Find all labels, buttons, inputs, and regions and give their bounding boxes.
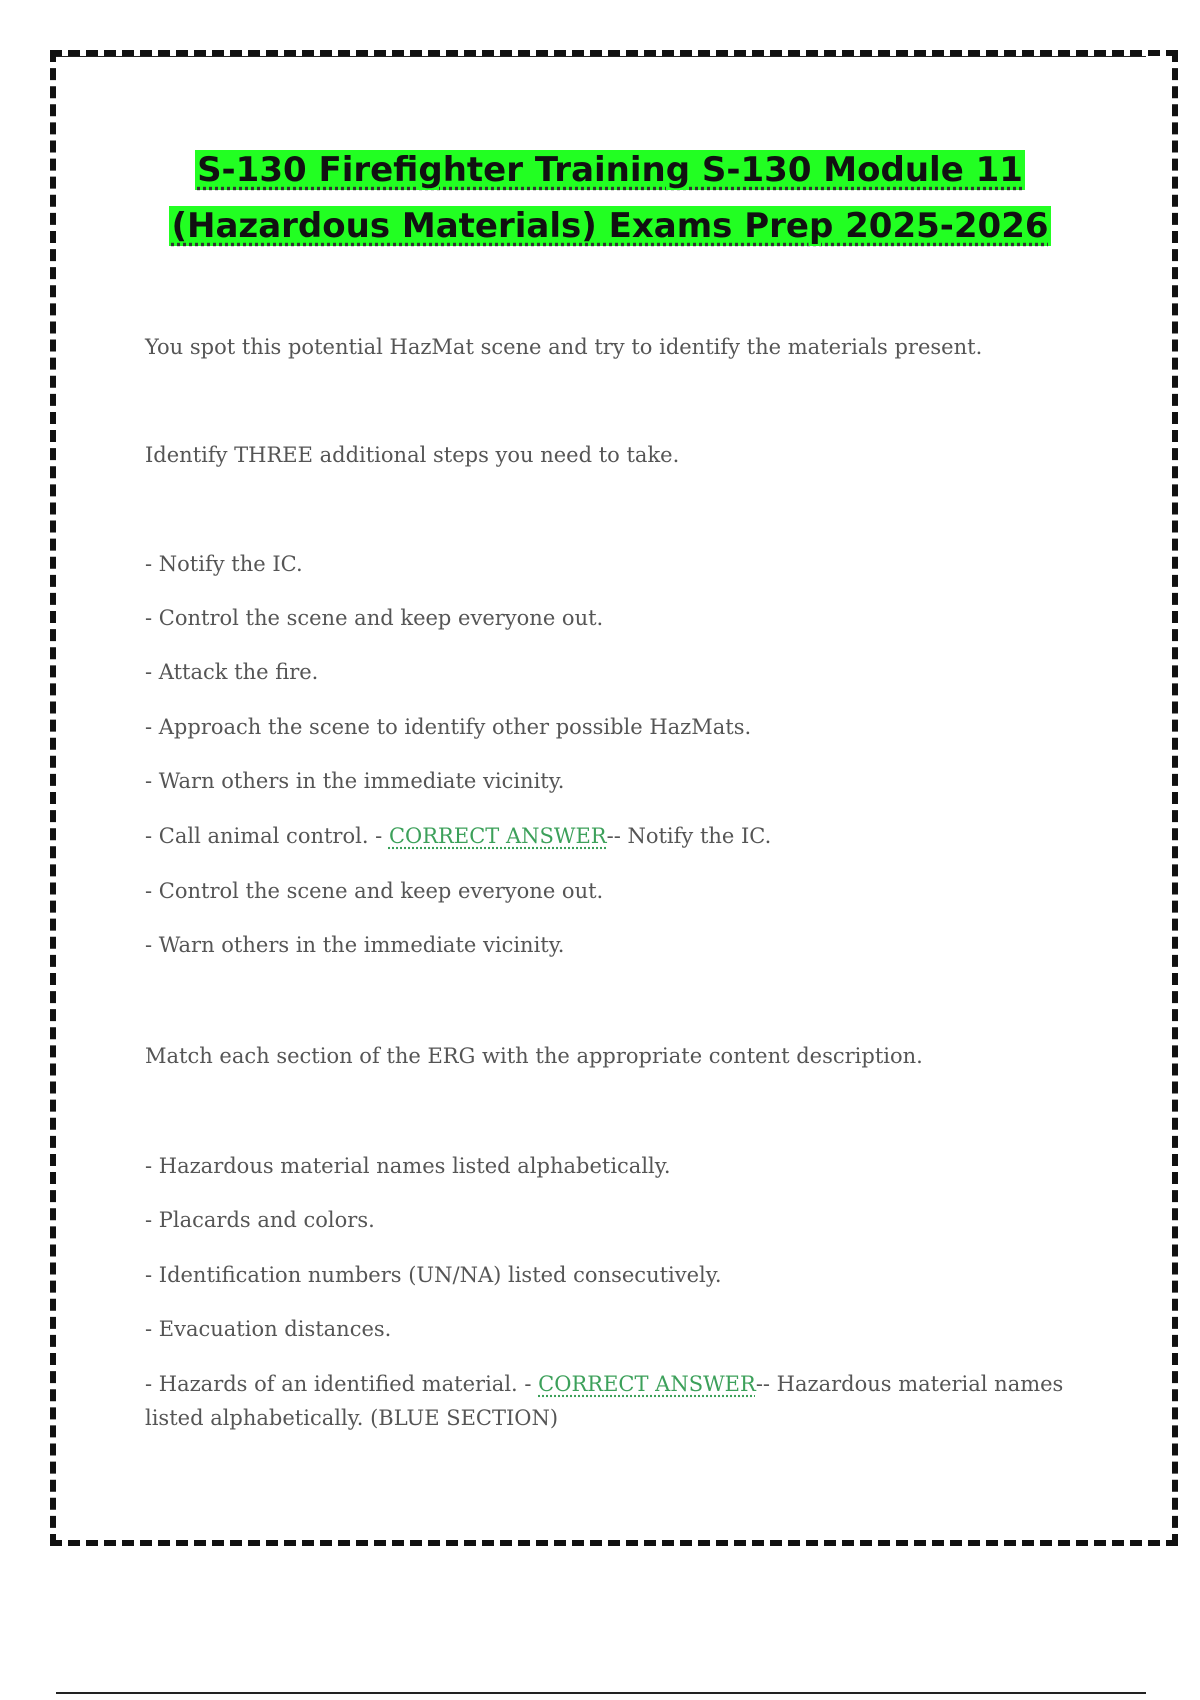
- bottom-rule: [56, 1692, 1146, 1694]
- question-1-option: - Warn others in the immediate vicinity.: [145, 769, 565, 793]
- answer-text: - Control the scene and keep everyone out.: [145, 879, 604, 903]
- question-2-last-option: - Hazards of an identified material. -: [145, 1372, 539, 1396]
- question-2-answer-line: [145, 1367, 1085, 1435]
- question-2-option: - Identification numbers (UN/NA) listed consecutively.: [145, 1263, 722, 1287]
- answer-text: -- Notify the IC.: [606, 824, 772, 848]
- title-line-2: (Hazardous Materials) Exams Prep 2025-2026: [171, 206, 1049, 246]
- question-1-option: - Attack the fire.: [145, 660, 319, 684]
- answer-text: -- Hazardous material names listed alphabetically. (BLUE SECTION): [145, 1372, 1064, 1430]
- question-2-option: - Placards and colors.: [145, 1208, 375, 1232]
- correct-answer-label: CORRECT ANSWER: [538, 1372, 756, 1396]
- question-1-option: - Approach the scene to identify other possible HazMats.: [145, 715, 752, 739]
- question-2-option: - Evacuation distances.: [145, 1317, 392, 1341]
- answer-text: - Warn others in the immediate vicinity.: [145, 933, 565, 957]
- question-2-prompt: Match each section of the ERG with the appropriate content description.: [145, 1044, 923, 1068]
- question-1-option: - Notify the IC.: [145, 552, 303, 576]
- title-line-1: S-130 Firefighter Training S-130 Module 11: [197, 150, 1023, 190]
- question-1-prompt: You spot this potential HazMat scene and try to identify the materials present.: [145, 335, 983, 359]
- question-1-answer-line: [145, 819, 771, 853]
- document-title: [100, 142, 1120, 254]
- top-rule: [56, 56, 1146, 57]
- correct-answer-label: CORRECT ANSWER: [388, 824, 607, 848]
- question-2-option: - Hazardous material names listed alphabetically.: [145, 1154, 671, 1178]
- question-1-last-option: - Call animal control. -: [145, 824, 389, 848]
- question-1-instruction: Identify THREE additional steps you need to take.: [145, 443, 680, 467]
- question-1-option: - Control the scene and keep everyone out.: [145, 606, 604, 630]
